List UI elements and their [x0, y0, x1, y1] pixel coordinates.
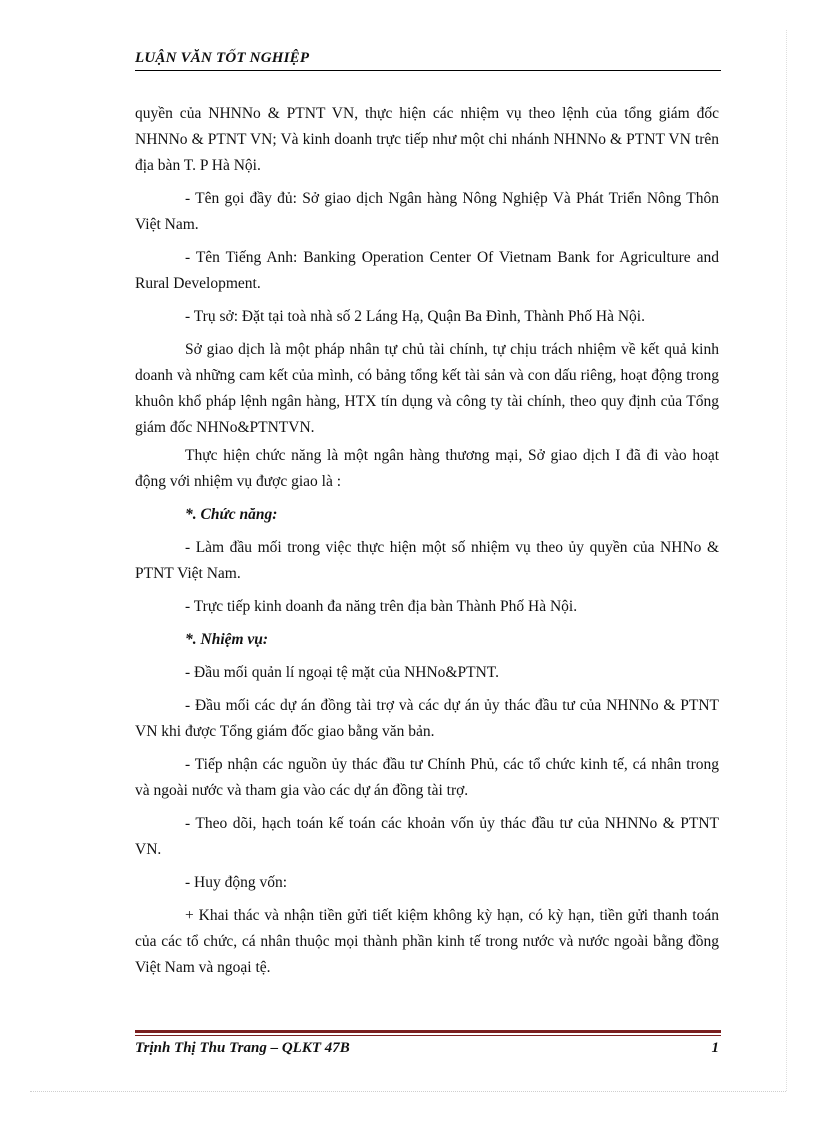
paragraph-8: - Trực tiếp kinh doanh đa năng trên địa bàn Thành Phố Hà Nội.	[185, 598, 578, 615]
paragraph-6: Thực hiện chức năng là một ngân hàng thương mại, Sở giao dịch I đã đi vào hoạt động với nhiệm vụ được giao là :	[135, 447, 719, 490]
footer-divider	[135, 1030, 721, 1036]
page-footer	[135, 1040, 721, 1062]
paragraph-14: + Khai thác và nhận tiền gửi tiết kiệm không kỳ hạn, có kỳ hạn, tiền gửi thanh toán của các tổ chức, cá nhân thuộc mọi thành phần kinh tế trong nước và nước ngoài bằng đồng Việt Nam và ngoại tệ.	[135, 907, 719, 976]
paragraph-2: - Tên gọi đầy đủ: Sở giao dịch Ngân hàng Nông Nghiệp Và Phát Triển Nông Thôn Việt Nam.	[135, 190, 719, 233]
paragraph-5: Sở giao dịch là một pháp nhân tự chủ tài chính, tự chịu trách nhiệm về kết quả kinh doanh và những cam kết của mình, có bảng tổng kết tài sản và con dấu riêng, hoạt động trong khuôn khổ pháp lệnh ngân hàng, HTX tín dụng và công ty tài chính, theo quy định của Tổng giám đốc NHNo&PTNTVN.	[135, 341, 719, 436]
page-number: 1	[711, 1040, 719, 1056]
page-header	[135, 48, 721, 71]
paragraph-11: - Tiếp nhận các nguồn ủy thác đầu tư Chính Phủ, các tổ chức kinh tế, cá nhân trong và ngoài nước và tham gia vào các dự án đồng tài trợ.	[135, 756, 719, 799]
footer-rule-thick	[135, 1030, 721, 1033]
paragraph-13: - Huy động vốn:	[185, 874, 288, 891]
section-heading-functions: *. Chức năng:	[185, 506, 278, 523]
paragraph-9: - Đầu mối quản lí ngoại tệ mặt của NHNo&PTNT.	[185, 664, 499, 681]
paragraph-1: quyền của NHNNo & PTNT VN, thực hiện các nhiệm vụ theo lệnh của tổng giám đốc NHNNo & PTNT VN; Và kinh doanh trực tiếp như một chi nhánh NHNNo & PTNT VN trên địa bàn T. P Hà Nội.	[135, 105, 719, 174]
paragraph-7: - Làm đầu mối trong việc thực hiện một số nhiệm vụ theo ủy quyền của NHNo & PTNT Việt Nam.	[135, 539, 719, 582]
section-heading-duties: *. Nhiệm vụ:	[185, 631, 269, 648]
footer-rule-thin	[135, 1035, 721, 1036]
header-title: LUẬN VĂN TỐT NGHIỆP	[135, 50, 310, 66]
footer-author: Trịnh Thị Thu Trang – QLKT 47B	[135, 1040, 350, 1056]
page-edge-right	[786, 30, 787, 1091]
document-body	[135, 101, 719, 981]
page-edge-bottom	[30, 1091, 786, 1092]
paragraph-4: - Trụ sở: Đặt tại toà nhà số 2 Láng Hạ, Quận Ba Đình, Thành Phố Hà Nội.	[185, 308, 645, 325]
paragraph-10: - Đầu mối các dự án đồng tài trợ và các dự án ủy thác đầu tư của NHNNo & PTNT VN khi được Tổng giám đốc giao bằng văn bản.	[135, 697, 719, 740]
paragraph-12: - Theo dõi, hạch toán kế toán các khoản vốn ủy thác đầu tư của NHNNo & PTNT VN.	[135, 815, 719, 858]
paragraph-3: - Tên Tiếng Anh: Banking Operation Center Of Vietnam Bank for Agriculture and Rural Development.	[135, 249, 719, 292]
